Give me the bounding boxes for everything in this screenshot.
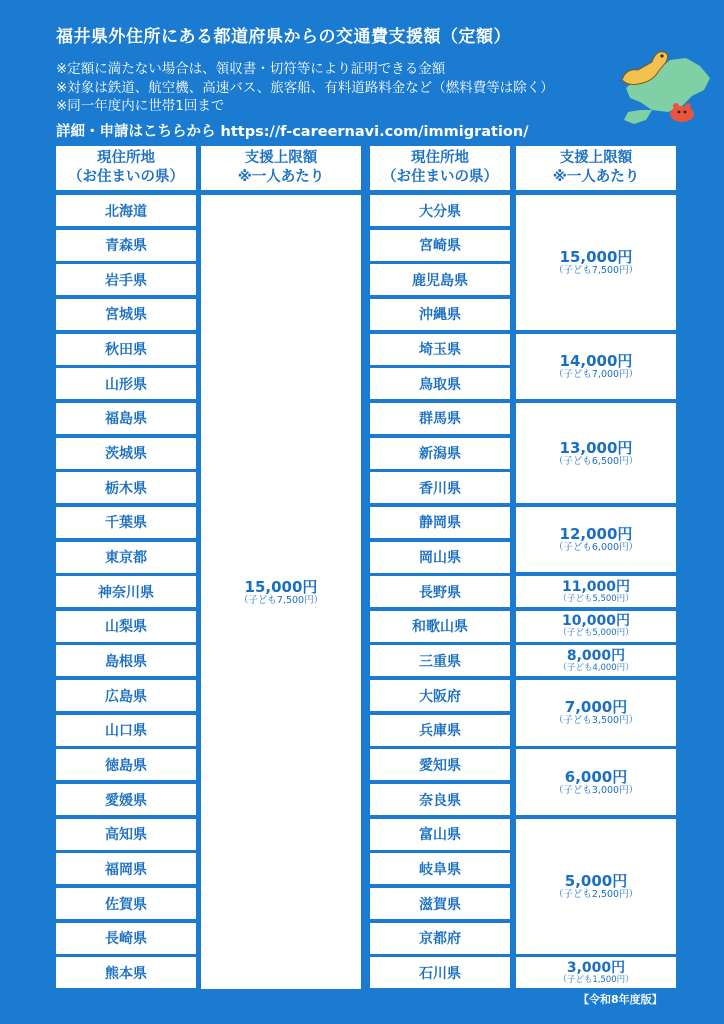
- child-amount: （子ども5,500円）: [558, 593, 634, 604]
- amount-value: 15,000円: [244, 577, 318, 596]
- left-pref-cell: 岩手県: [56, 264, 196, 295]
- left-pref-cell: 福島県: [56, 403, 196, 434]
- left-pref-cell: 熊本県: [56, 957, 196, 988]
- amount-value: 14,000円: [559, 351, 633, 370]
- left-pref-cell: 山形県: [56, 368, 196, 399]
- left-pref-cell: 山梨県: [56, 611, 196, 642]
- left-pref-cell: 北海道: [56, 195, 196, 226]
- right-amount-cell: [516, 611, 676, 642]
- right-pref-cell: 鳥取県: [370, 368, 510, 399]
- right-pref-cell: 奈良県: [370, 784, 510, 815]
- right-amount-cell: [516, 403, 676, 503]
- right-pref-cell: 岐阜県: [370, 853, 510, 884]
- right-amount-cell: [516, 680, 676, 746]
- right-pref-cell: 滋賀県: [370, 888, 510, 919]
- left-amount-cell: [201, 195, 361, 989]
- amount-value: 8,000円: [566, 647, 626, 664]
- right-amount-cell: [516, 645, 676, 676]
- right-pref-cell: 岡山県: [370, 542, 510, 573]
- right-pref-header: 現住所地 （お住まいの県）: [370, 146, 510, 190]
- left-pref-cell: 山口県: [56, 715, 196, 746]
- right-pref-cell: 静岡県: [370, 507, 510, 538]
- child-amount: （子ども7,500円）: [553, 264, 639, 276]
- left-pref-cell: 青森県: [56, 230, 196, 261]
- right-pref-cell: 三重県: [370, 645, 510, 676]
- note-item: ※定額に満たない場合は、領収書・切符等により証明できる金額: [56, 61, 446, 77]
- amount-value: 6,000円: [564, 767, 628, 786]
- right-amount-cell: [516, 957, 676, 988]
- left-pref-cell: 栃木県: [56, 472, 196, 503]
- right-amount-cell: [516, 334, 676, 400]
- left-amount-header: 支援上限額 ※一人あたり: [201, 146, 361, 190]
- right-amount-header: 支援上限額 ※一人あたり: [516, 146, 676, 190]
- left-pref-cell: 愛媛県: [56, 784, 196, 815]
- left-pref-cell: 千葉県: [56, 507, 196, 538]
- amount-value: 10,000円: [561, 613, 631, 630]
- child-amount: （子ども7,000円）: [553, 368, 639, 380]
- child-amount: （子ども1,500円）: [558, 974, 634, 985]
- right-pref-cell: 埼玉県: [370, 334, 510, 365]
- right-pref-cell: 大阪府: [370, 680, 510, 711]
- amount-value: 13,000円: [559, 438, 633, 457]
- left-pref-cell: 広島県: [56, 680, 196, 711]
- child-amount: （子ども3,000円）: [553, 784, 639, 796]
- right-pref-cell: 京都府: [370, 923, 510, 954]
- right-pref-cell: 愛知県: [370, 749, 510, 780]
- amount-value: 3,000円: [566, 959, 626, 976]
- right-amount-cell: [516, 576, 676, 607]
- amount-value: 11,000円: [561, 578, 631, 595]
- amount-value: 7,000円: [564, 698, 628, 717]
- amount-value: 5,000円: [564, 871, 628, 890]
- right-amount-cell: [516, 749, 676, 815]
- right-pref-cell: 宮崎県: [370, 230, 510, 261]
- left-pref-cell: 茨城県: [56, 438, 196, 469]
- right-amount-cell: [516, 507, 676, 573]
- left-pref-cell: 秋田県: [56, 334, 196, 365]
- notes: [56, 60, 554, 116]
- right-pref-cell: 新潟県: [370, 438, 510, 469]
- child-amount: （子ども2,500円）: [553, 888, 639, 900]
- amount-value: 12,000円: [559, 525, 633, 544]
- right-pref-cell: 群馬県: [370, 403, 510, 434]
- left-pref-header: 現住所地 （お住まいの県）: [56, 146, 196, 190]
- child-amount: （子ども6,500円）: [553, 455, 639, 467]
- left-pref-cell: 福岡県: [56, 853, 196, 884]
- left-pref-cell: 神奈川県: [56, 576, 196, 607]
- child-amount: （子ども6,000円）: [553, 542, 639, 554]
- note-item: ※同一年度内に世帯1回まで: [56, 98, 225, 114]
- child-amount: （子ども3,500円）: [553, 715, 639, 727]
- right-pref-cell: 兵庫県: [370, 715, 510, 746]
- right-amount-cell: [516, 195, 676, 330]
- left-pref-cell: 宮城県: [56, 299, 196, 330]
- left-pref-cell: 徳島県: [56, 749, 196, 780]
- right-pref-cell: 石川県: [370, 957, 510, 988]
- right-pref-cell: 鹿児島県: [370, 264, 510, 295]
- child-amount: （子ども7,500円）: [238, 594, 324, 606]
- edition-label: 【令和8年度版】: [578, 993, 663, 1006]
- left-pref-cell: 高知県: [56, 819, 196, 850]
- left-pref-cell: 佐賀県: [56, 888, 196, 919]
- note-item: ※対象は鉄道、航空機、高速バス、旅客船、有料道路料金など（燃料費等は除く）: [56, 79, 554, 96]
- right-pref-cell: 長野県: [370, 576, 510, 607]
- child-amount: （子ども4,000円）: [558, 662, 634, 673]
- detail-link[interactable]: 詳細・申請はこちらから https://f-careernavi.com/immigration/: [56, 124, 529, 140]
- amount-value: 15,000円: [559, 247, 633, 266]
- child-amount: （子ども5,000円）: [558, 628, 634, 639]
- left-pref-cell: 島根県: [56, 645, 196, 676]
- fukui-mascot-icon: [612, 40, 720, 130]
- fukui-map-icon: [624, 58, 710, 124]
- left-pref-cell: 東京都: [56, 542, 196, 573]
- right-pref-cell: 沖縄県: [370, 299, 510, 330]
- right-pref-cell: 大分県: [370, 195, 510, 226]
- left-pref-cell: 長崎県: [56, 923, 196, 954]
- right-amount-cell: [516, 819, 676, 954]
- right-pref-cell: 香川県: [370, 472, 510, 503]
- right-pref-cell: 和歌山県: [370, 611, 510, 642]
- page-title: 福井県外住所にある都道府県からの交通費支援額（定額）: [56, 27, 511, 47]
- right-pref-cell: 富山県: [370, 819, 510, 850]
